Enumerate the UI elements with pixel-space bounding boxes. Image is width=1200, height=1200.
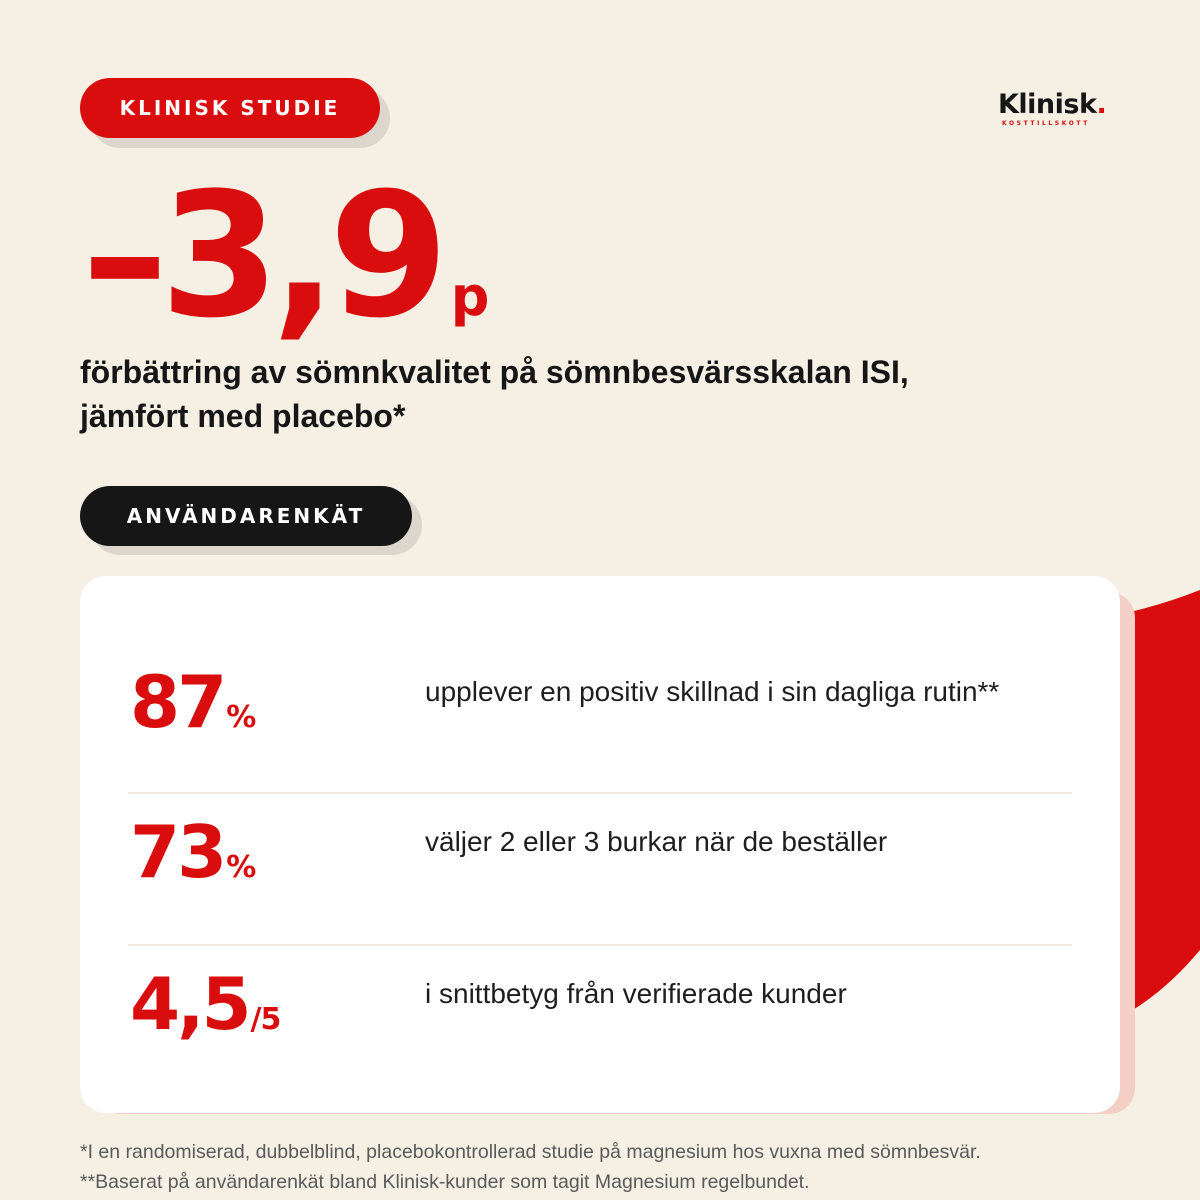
stat-description: upplever en positiv skillnad i sin dagliga rutin** (425, 676, 1000, 707)
stat-value (130, 654, 255, 750)
study-tag: KLINISK STUDIE (80, 78, 380, 138)
stat-value (130, 956, 280, 1052)
highlight-description (80, 350, 980, 438)
highlight-value: –3,9 (82, 155, 441, 356)
highlight-line-1: förbättring av sömnkvalitet på sömnbesvärsskalan ISI, (80, 354, 909, 390)
stat-unit: /5 (250, 1002, 281, 1037)
stat-description: väljer 2 eller 3 burkar när de beställer (425, 826, 888, 857)
footnote-study: *I en randomiserad, dubbelblind, placebokontrollerad studie på magnesium hos vuxna med sömnbesvär. (80, 1141, 981, 1163)
highlight-line-2: jämfört med placebo* (80, 398, 406, 434)
stat-value (130, 804, 255, 900)
stat-row (128, 792, 1072, 946)
stat-row (128, 640, 1072, 792)
logo-dot: . (1096, 89, 1107, 120)
stat-row (128, 944, 1072, 1098)
stat-number: 73 (130, 810, 225, 894)
logo-name: Klinisk (998, 89, 1097, 120)
brand-logo (998, 90, 1118, 127)
stats-card (80, 576, 1120, 1113)
stat-number: 87 (130, 660, 225, 744)
stat-number: 4,5 (130, 962, 249, 1046)
stat-unit: % (226, 850, 256, 885)
logo-tagline: KOSTTILLSKOTT (1002, 120, 1090, 127)
stat-unit: % (226, 700, 256, 735)
survey-tag: ANVÄNDARENKÄT (80, 486, 412, 546)
highlight-unit: p (450, 265, 490, 328)
highlight-figure (82, 155, 490, 370)
footnote-survey: **Baserat på användarenkät bland Klinisk-kunder som tagit Magnesium regelbundet. (80, 1171, 810, 1193)
stat-description: i snittbetyg från verifierade kunder (425, 978, 847, 1009)
